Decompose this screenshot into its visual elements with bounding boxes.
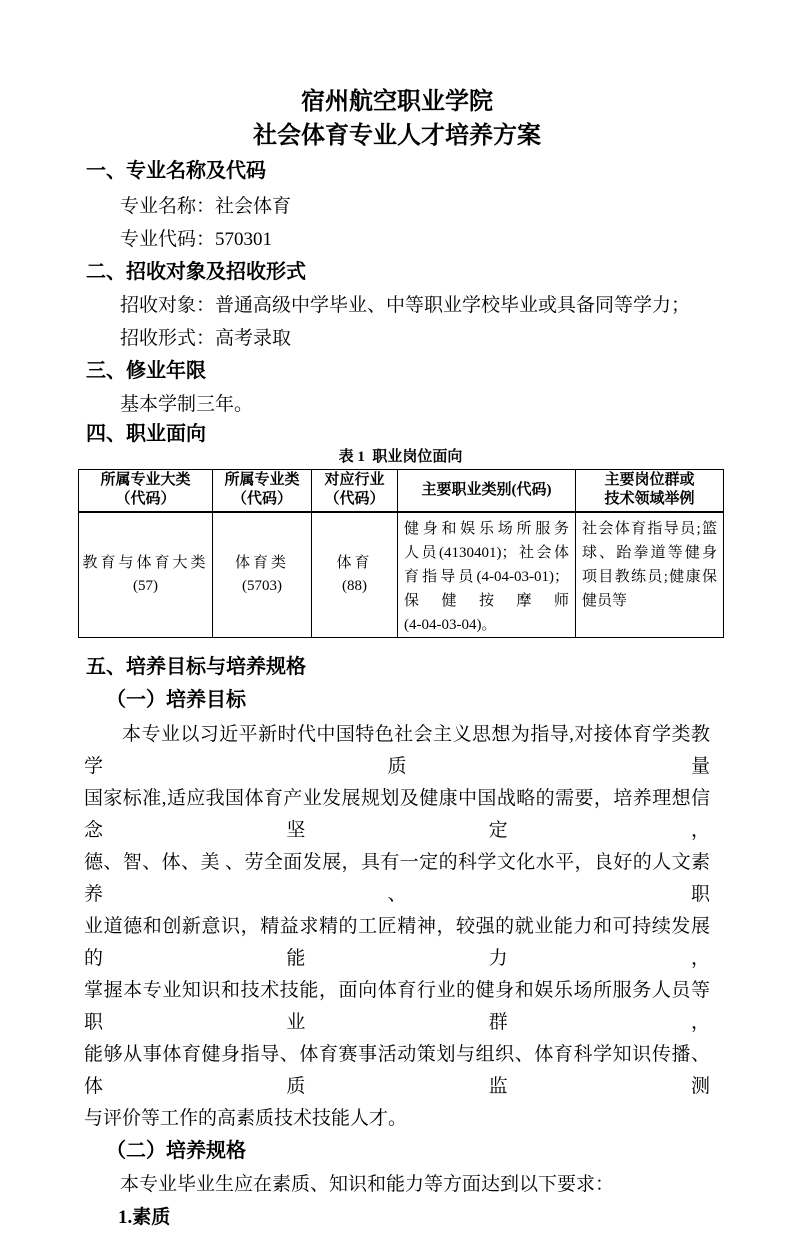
table1-caption: 表 1 职业岗位面向 [338,449,463,465]
table-header-row [79,470,724,512]
cell-line: 健员等 [582,592,628,609]
paragraph-line: 能够从事体育健身指导、体育赛事活动策划与组织、体育科学知识传播、体质监测 [84,1043,710,1097]
cell-major-category [79,512,213,638]
paragraph-line: 本专业以习近平新时代中国特色社会主义思想为指导,对接体育学类教学质量 [84,723,710,777]
th-major-class [213,470,312,512]
th-line: 对应行业 [324,472,385,489]
paragraph-line: 国家标准,适应我国体育产业发展规划及健康中国战略的需要，培养理想信念坚定， [84,787,710,841]
cell-industry [312,512,398,638]
section-five-heading: 五、培养目标与培养规格 [86,655,306,678]
section-one-heading: 一、专业名称及代码 [86,160,266,182]
cell-major-class [213,512,312,638]
spec-intro-line: 本专业毕业生应在素质、知识和能力等方面达到以下要求： [120,1173,615,1195]
th-line: 所属专业大类 [100,472,191,489]
job-orientation-table [78,469,724,638]
cell-line: 育指导员(4-04-03-01)； [404,568,569,585]
cell-line: 教育与体育大类 [82,554,209,571]
section-four-heading: 四、职业面向 [86,423,206,445]
paragraph-line: 与评价等工作的高素质技术技能人才。 [84,1107,408,1129]
cell-line: (5703) [242,577,282,594]
th-occupation [398,470,576,512]
quality-heading: 1.素质 [118,1206,171,1228]
doc-title-line2: 社会体育专业人才培养方案 [253,123,541,149]
cell-line: 项目教练员;健康保 [582,568,717,585]
th-line: 主要职业类别(代码) [421,481,552,498]
table-row [79,512,724,638]
cell-line: 保健按摩师 [404,592,569,609]
paragraph-line: 掌握本专业知识和技术技能，面向体育行业的健身和娱乐场所服务人员等职业群， [84,979,710,1033]
cell-line: 体育类 [234,554,289,571]
th-line: （代码） [324,491,385,508]
training-objective-paragraph [84,719,710,1135]
admission-target-line: 招收对象：普通高级中学毕业、中等职业学校毕业或具备同等学力； [120,295,691,316]
doc-title-line1: 宿州航空职业学院 [301,89,493,115]
cell-line: (57) [133,577,158,594]
cell-line: 健身和娱乐场所服务 [404,520,569,537]
admission-form-line: 招收形式：高考录取 [120,328,292,349]
training-objective-heading: （一）培养目标 [106,688,246,711]
cell-occupations [398,512,576,638]
cell-line: (4-04-03-04)。 [404,616,497,633]
training-spec-heading: （二）培养规格 [106,1139,246,1162]
th-line: 技术领域举例 [604,491,695,508]
section-three-heading: 三、修业年限 [86,360,206,382]
cell-line: 社会体育指导员;篮 [582,520,717,537]
th-position-group [576,470,724,512]
cell-line: 球、跆拳道等健身 [582,544,717,561]
section-two-heading: 二、招收对象及招收形式 [86,261,306,283]
major-code-line: 专业代码：570301 [120,229,273,250]
th-industry [312,470,398,512]
cell-positions [576,512,724,638]
th-major-category [79,470,213,512]
major-name-line: 专业名称：社会体育 [120,196,292,217]
cell-line: (88) [342,577,367,594]
paragraph-line: 业道德和创新意识，精益求精的工匠精神，较强的就业能力和可持续发展的能力， [84,915,710,969]
th-line: （代码） [231,491,292,508]
th-line: 主要岗位群或 [604,472,695,489]
paragraph-line: 德、智、体、美 、劳全面发展，具有一定的科学文化水平，良好的人文素养、职 [84,851,710,905]
th-line: （代码） [115,491,176,508]
cell-line: 人员(4130401)；社会体 [404,544,569,561]
th-line: 所属专业类 [224,472,300,489]
study-duration-line: 基本学制三年。 [120,394,254,415]
cell-line: 体育 [336,554,373,571]
